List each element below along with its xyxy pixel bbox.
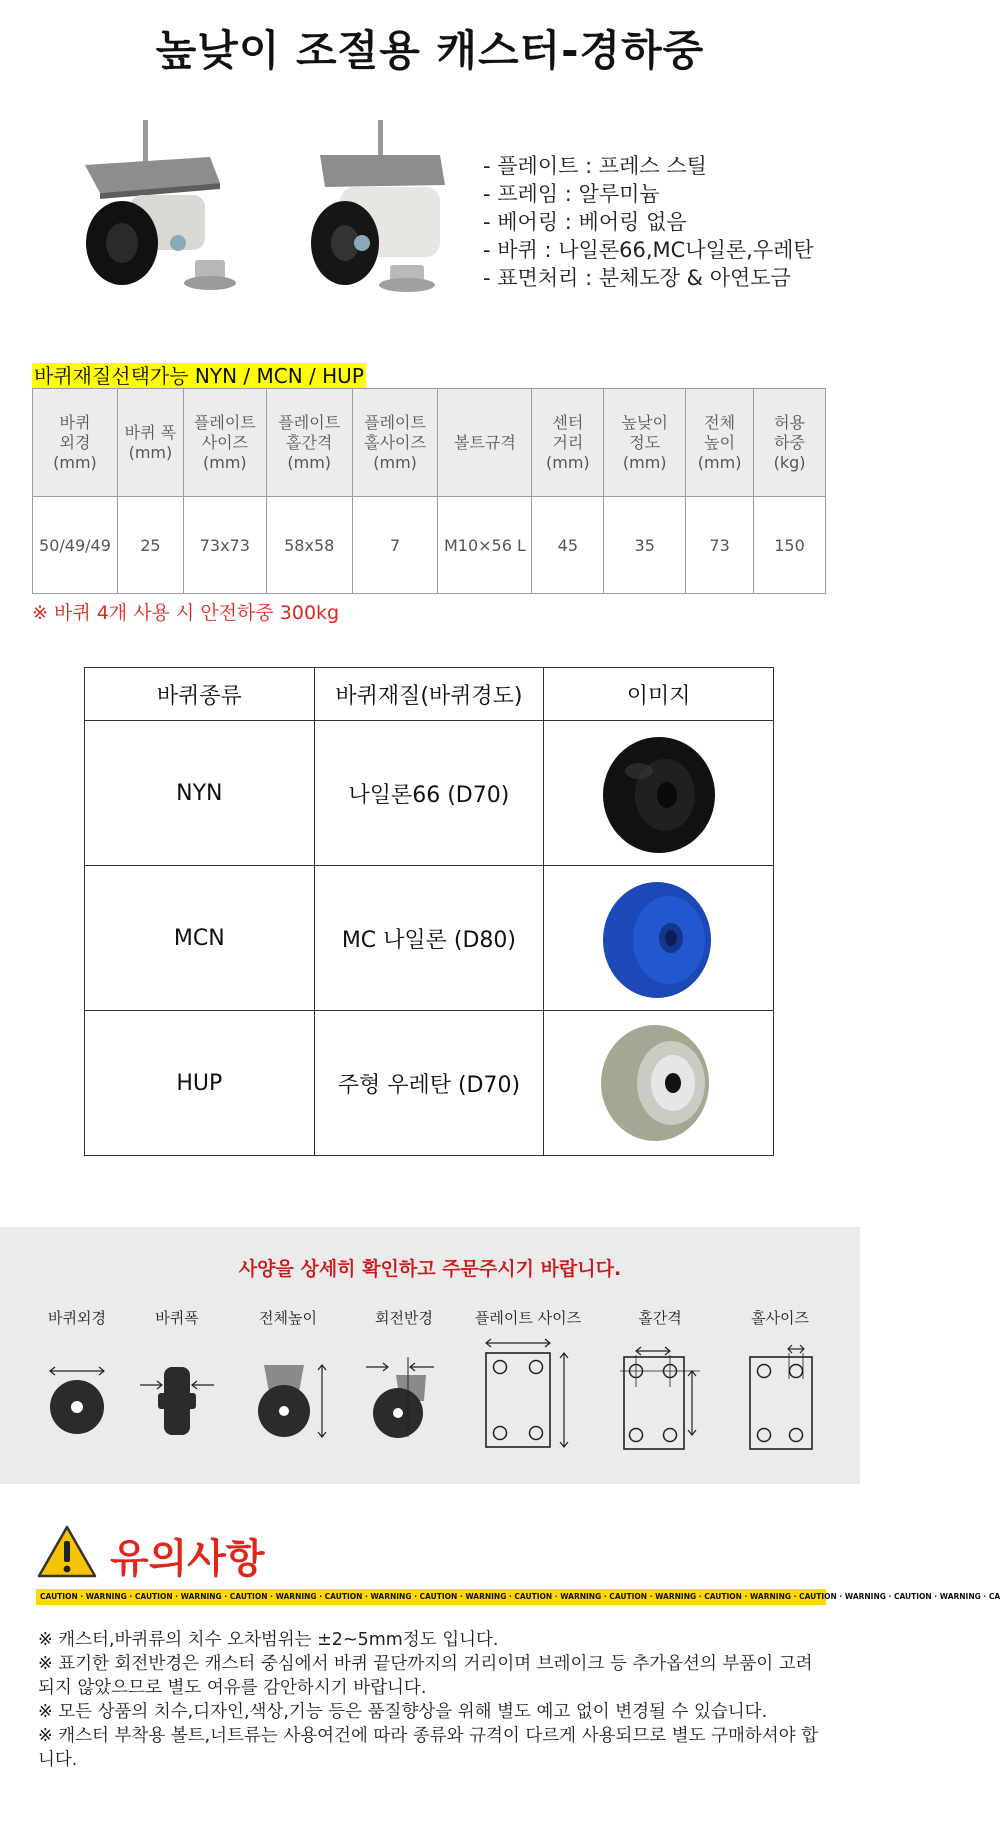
spec-item: - 플레이트 : 프레스 스틸 — [483, 154, 707, 178]
page-title: 높낮이 조절용 캐스터-경하중 — [155, 26, 705, 75]
spec-header: 높낮이 정도 (mm) — [604, 389, 686, 497]
diagram-label: 홀간격 — [638, 1309, 682, 1327]
diagram-label: 바퀴폭 — [155, 1309, 199, 1327]
caution-note: ※ 표기한 회전반경은 캐스터 중심에서 바퀴 끝단까지의 거리이며 브레이크 등 추가옵션의 부품이 고려되지 않았으므로 별도 여유를 감안하시기 바랍니다. — [38, 1654, 813, 1698]
diagram-hole-pitch — [612, 1307, 708, 1469]
wheel-type: NYN — [85, 721, 315, 866]
wheel-type: HUP — [85, 1011, 315, 1156]
diagram-outer-diameter — [38, 1307, 116, 1451]
wheel-header: 바퀴재질(바퀴경도) — [314, 668, 544, 721]
spec-header: 바퀴 외경 (mm) — [33, 389, 118, 497]
confirm-notice: 사양을 상세히 확인하고 주문주시기 바랍니다. — [238, 1258, 622, 1280]
wheel-header: 바퀴종류 — [85, 668, 315, 721]
wheel-header: 이미지 — [544, 668, 774, 721]
wheel-image-mcn — [544, 866, 774, 1011]
spec-cell: 35 — [604, 497, 686, 594]
diagram-label: 홀사이즈 — [751, 1309, 809, 1327]
spec-item: - 표면처리 : 분체도장 & 아연도금 — [483, 266, 791, 290]
spec-header: 플레이트 홀사이즈 (mm) — [352, 389, 438, 497]
spec-header: 플레이트 홀간격 (mm) — [266, 389, 352, 497]
caster-photo-white-frame — [270, 115, 470, 295]
material-note: 바퀴재질선택가능 NYN / MCN / HUP — [34, 364, 364, 388]
caution-note: ※ 캐스터,바퀴류의 치수 오차범위는 ±2~5mm정도 입니다. — [38, 1630, 499, 1650]
diagram-swivel-radius — [360, 1307, 448, 1461]
diagram-label: 바퀴외경 — [48, 1309, 106, 1327]
spec-header: 플레이트 사이즈 (mm) — [183, 389, 266, 497]
spec-cell: 50/49/49 — [33, 497, 118, 594]
spec-cell: 58x58 — [266, 497, 352, 594]
warning-icon — [36, 1524, 98, 1580]
caution-notes — [38, 1628, 828, 1772]
spec-cell: 25 — [117, 497, 183, 594]
wheel-type-table — [84, 667, 774, 1156]
load-note: ※ 바퀴 4개 사용 시 안전하중 300kg — [32, 602, 340, 624]
wheel-image-nyn — [544, 721, 774, 866]
spec-guide-band — [0, 1227, 860, 1484]
spec-header: 바퀴 폭 (mm) — [117, 389, 183, 497]
diagram-overall-height — [242, 1307, 334, 1461]
table-row — [85, 721, 774, 866]
table-row — [85, 1011, 774, 1156]
diagram-label: 전체높이 — [259, 1309, 317, 1327]
spec-header: 센터 거리 (mm) — [532, 389, 604, 497]
wheel-image-hup — [544, 1011, 774, 1156]
caster-photo-black-wheel — [70, 115, 270, 295]
spec-header: 허용 하중 (kg) — [754, 389, 826, 497]
spec-cell: 73 — [686, 497, 754, 594]
spec-item: - 바퀴 : 나일론66,MC나일론,우레탄 — [483, 238, 814, 262]
diagram-wheel-width — [138, 1307, 216, 1451]
spec-cell: 150 — [754, 497, 826, 594]
table-row — [85, 866, 774, 1011]
diagram-label: 플레이트 사이즈 — [474, 1309, 582, 1327]
diagram-plate-size — [468, 1307, 588, 1469]
diagram-hole-size — [736, 1307, 824, 1469]
caution-note: ※ 캐스터 부착용 볼트,너트류는 사용여건에 따라 종류와 규격이 다르게 사용되므로 별도 구매하셔야 합니다. — [38, 1726, 819, 1770]
spec-cell: 73x73 — [183, 497, 266, 594]
spec-cell: M10×56 L — [438, 497, 532, 594]
spec-item: - 프레임 : 알루미늄 — [483, 182, 660, 206]
caution-title: 유의사항 — [110, 1536, 265, 1582]
table-row — [33, 497, 826, 594]
spec-list — [483, 152, 814, 292]
spec-header: 전체 높이 (mm) — [686, 389, 754, 497]
spec-cell: 45 — [532, 497, 604, 594]
wheel-material: MC 나일론 (D80) — [314, 866, 544, 1011]
spec-item: - 베어링 : 베어링 없음 — [483, 210, 687, 234]
wheel-material: 나일론66 (D70) — [314, 721, 544, 866]
wheel-type: MCN — [85, 866, 315, 1011]
spec-table — [32, 388, 826, 594]
wheel-material: 주형 우레탄 (D70) — [314, 1011, 544, 1156]
spec-header: 볼트규격 — [438, 389, 532, 497]
spec-cell: 7 — [352, 497, 438, 594]
caution-strip: CAUTION · WARNING · CAUTION · WARNING · CAUTION · WARNING · CAUTION · WARNING · CAUTION · WARNING · CAUTION · WARNING · CAUTION · WARNING · CAUTION · WARNING · CAUTION · WARNING · CAUTION · WARNING · CA — [36, 1589, 826, 1605]
caution-note: ※ 모든 상품의 치수,디자인,색상,기능 등은 품질향상을 위해 별도 예고 없이 변경될 수 있습니다. — [38, 1702, 768, 1722]
diagram-label: 회전반경 — [375, 1309, 433, 1327]
